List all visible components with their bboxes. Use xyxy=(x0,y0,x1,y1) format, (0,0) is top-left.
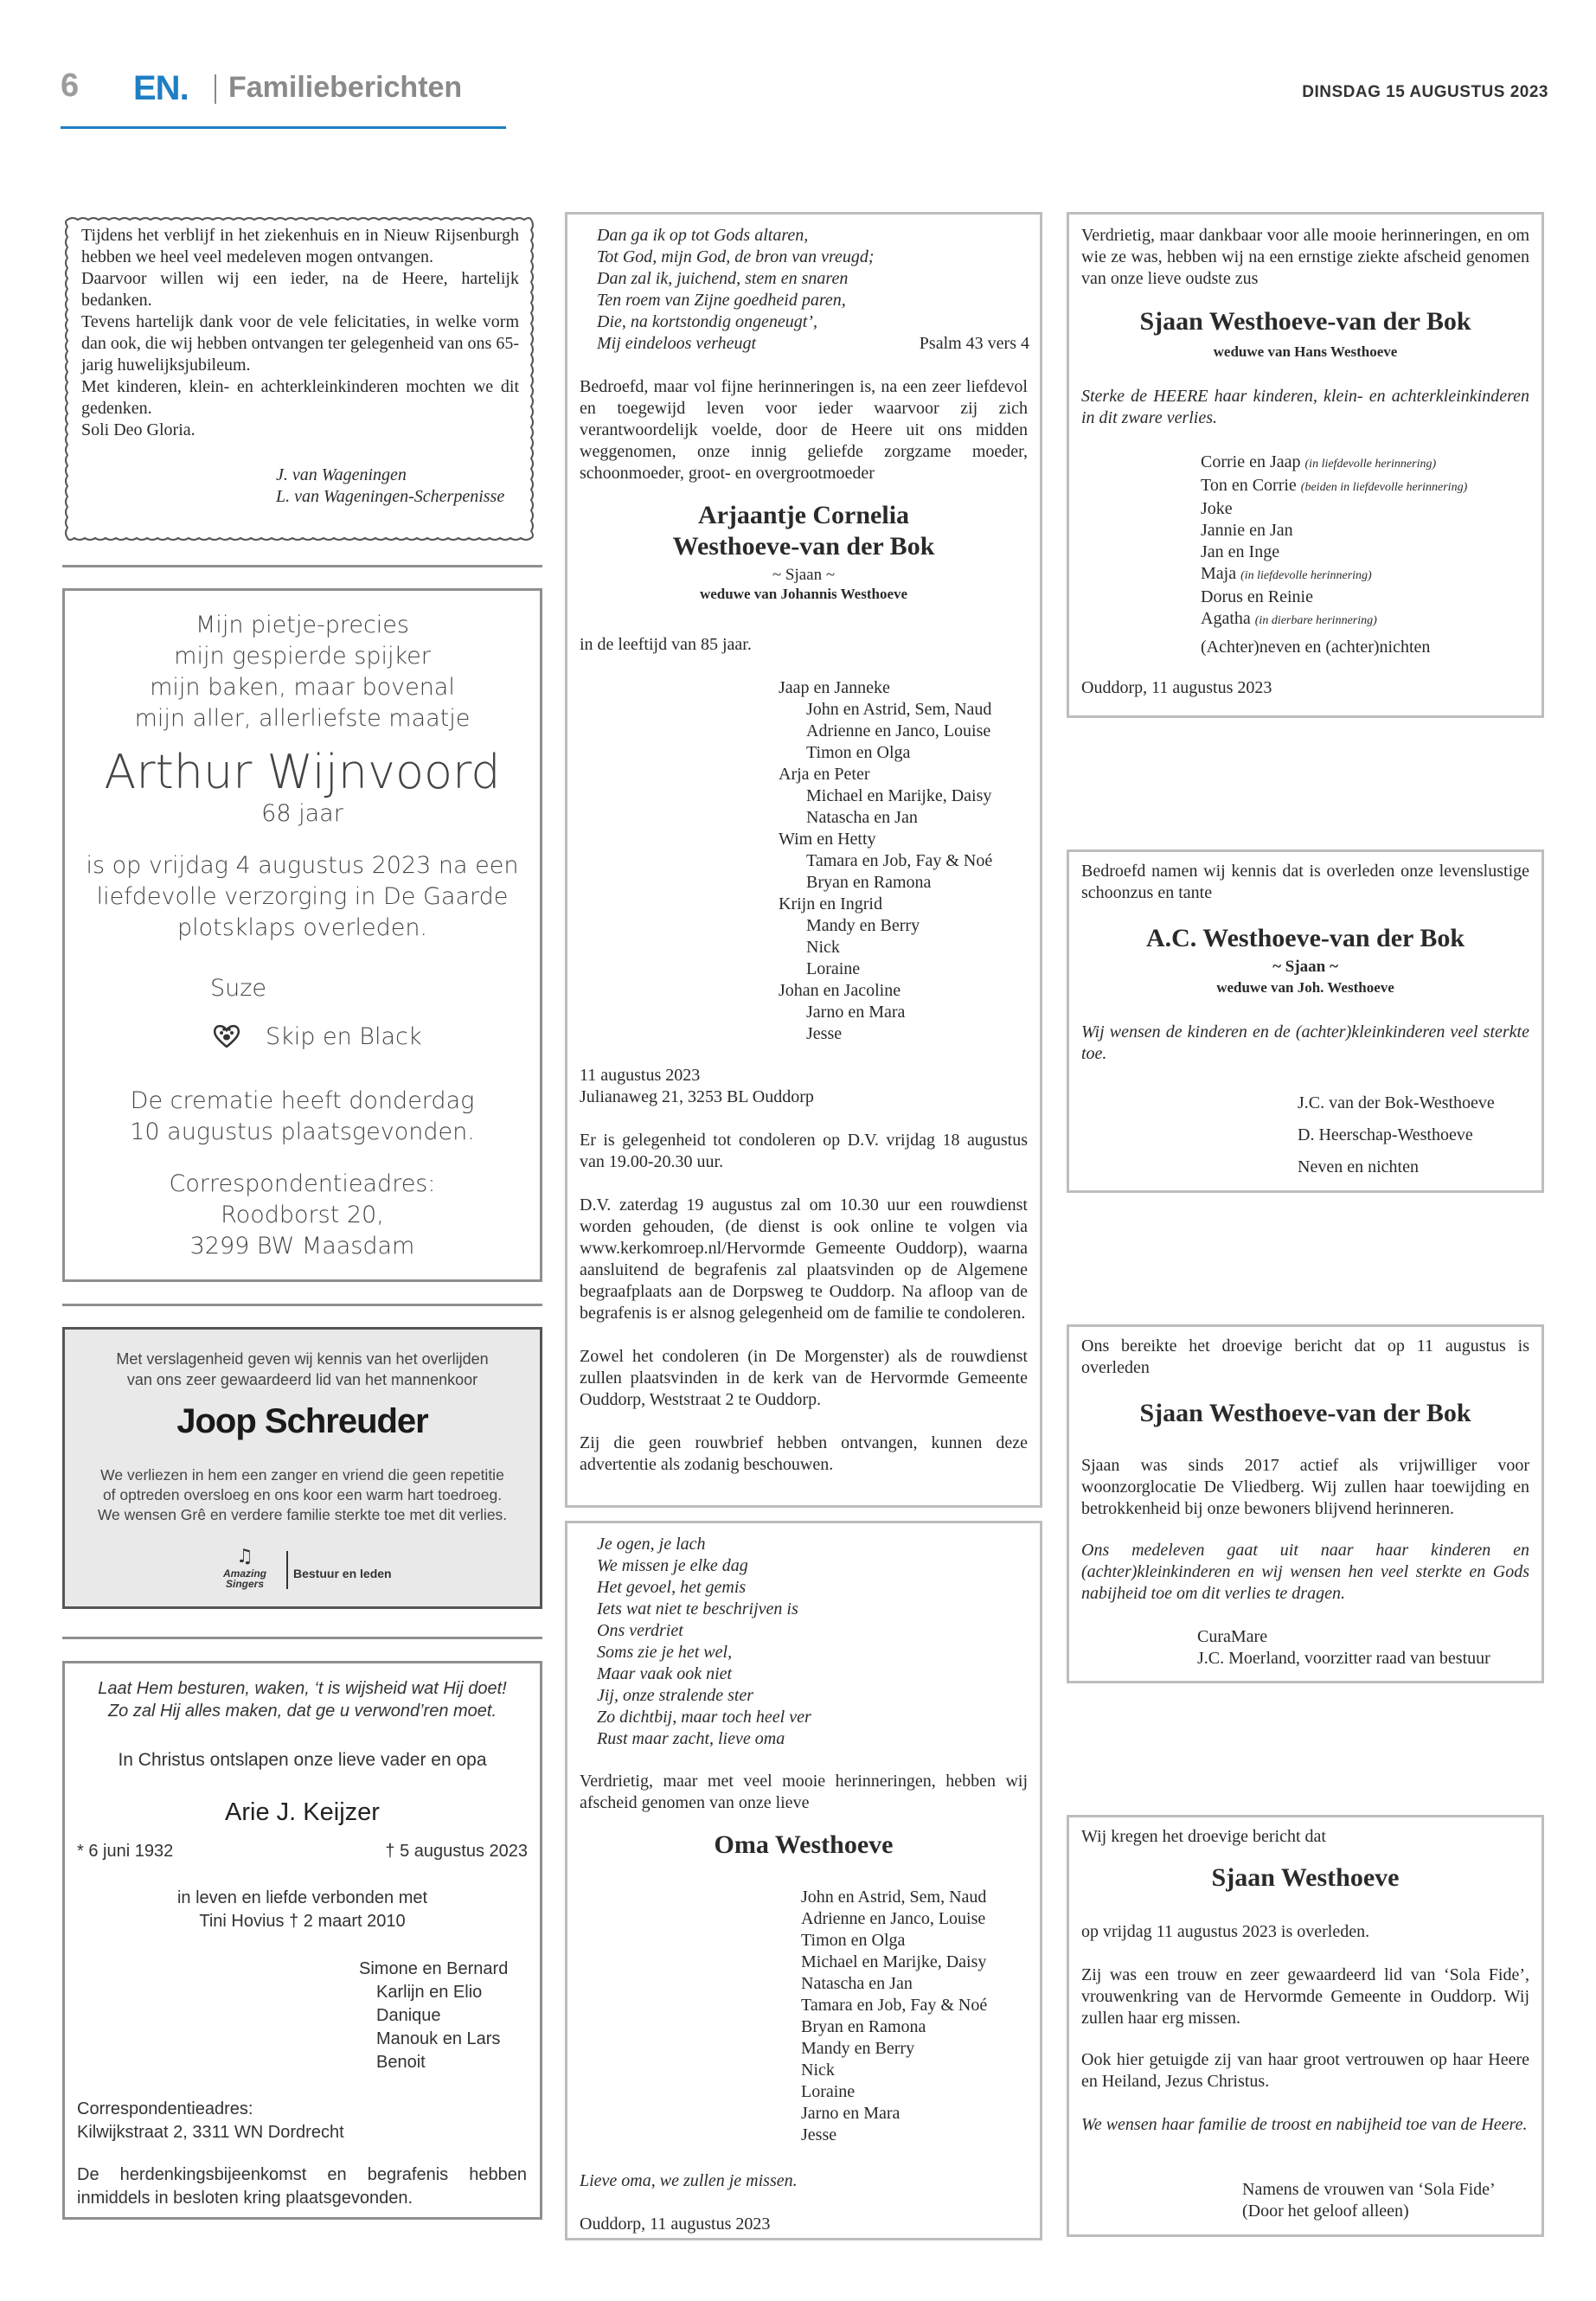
poem-line: Rust maar zacht, lieve oma xyxy=(597,1729,785,1748)
family-member: Mandy en Berry xyxy=(801,2039,915,2058)
arthur-ad xyxy=(62,588,542,1282)
deceased-name: A.C. Westhoeve-van der Bok xyxy=(1145,924,1465,952)
family-member: Mandy en Berry xyxy=(806,916,920,935)
thanks-line-5: Soli Deo Gloria. xyxy=(81,420,195,439)
date-line: op vrijdag 11 augustus 2023 is overleden. xyxy=(1081,1922,1370,1941)
intro-text: In Christus ontslapen onze lieve vader en opa xyxy=(118,1750,487,1770)
widow-of: weduwe van Johannis Westhoeve xyxy=(699,586,908,602)
family-member xyxy=(1201,452,1538,475)
family-member xyxy=(1201,475,1538,498)
condolence-text: Er is gelegenheid tot condoleren op D.V. vrijdag 18 augustus van 19.00-20.30 uur. xyxy=(580,1131,1028,1171)
oma-ad xyxy=(565,1521,1042,2240)
poem-line: Zo dichtbij, maar toch heel ver xyxy=(597,1708,811,1727)
signature: J.C. Moerland, voorzitter raad van bestuur xyxy=(1197,1649,1490,1668)
family-member xyxy=(1201,563,1538,586)
correspondence-label: Correspondentieadres: xyxy=(77,2099,253,2118)
deceased-age: 68 jaar xyxy=(261,800,343,827)
family-list xyxy=(779,677,1038,1045)
family-member: Jesse xyxy=(806,1024,843,1043)
widow-of: weduwe van Hans Westhoeve xyxy=(1213,343,1398,360)
family-note: (beiden in liefdevolle herinnering) xyxy=(1300,481,1468,494)
ac-westhoeve-ad xyxy=(1067,849,1544,1193)
family-name: Joke xyxy=(1201,499,1233,518)
poem-line: Iets wat niet te beschrijven is xyxy=(597,1599,798,1618)
header-divider xyxy=(215,74,216,104)
signature: Namens de vrouwen van ‘Sola Fide’ xyxy=(1242,2180,1496,2199)
psalm-reference: Psalm 43 vers 4 xyxy=(919,334,1029,353)
family-member: Jesse xyxy=(801,2125,837,2144)
intro-text: Verdrietig, maar dankbaar voor alle mooie herinneringen, en om wie ze was, hebben wij na een ernstige ziekte afscheid genomen van onze lieve oudste zus xyxy=(1081,226,1529,288)
correspondence-label: Correspondentieadres: xyxy=(169,1170,436,1197)
signature-subtitle: (Door het geloof alleen) xyxy=(1242,2202,1409,2221)
body-text-1: Zij was een trouw en zeer gewaardeerd lid van ‘Sola Fide’, vrouwenkring van de Hervormde Gemeente in Ouddorp. Wij zullen haar erg missen. xyxy=(1081,1965,1529,2028)
paw-icon xyxy=(210,1018,243,1052)
header-underline xyxy=(61,126,506,129)
family-head: Jaap en Janneke xyxy=(779,678,890,697)
poem-line: mijn gespierde spijker xyxy=(174,643,431,670)
intro-text: Wij kregen het droevige bericht dat xyxy=(1081,1827,1326,1846)
family-name: Dorus en Reinie xyxy=(1201,587,1313,606)
deceased-surname: Westhoeve-van der Bok xyxy=(672,532,935,561)
family-member-text: Adrienne en Janco, Louise xyxy=(806,721,991,740)
organisation-name: CuraMare xyxy=(1197,1627,1268,1646)
intro-text: Verdrietig, maar met veel mooie herinneringen, hebben wij afscheid genomen van onze lieve xyxy=(580,1772,1028,1812)
family-member: Jarno en Mara xyxy=(801,2104,901,2123)
choir-logo-text: Amazing Singers xyxy=(222,1567,266,1590)
correspondence-street: Roodborst 20, xyxy=(221,1202,384,1228)
family-member: Danique xyxy=(376,2006,441,2025)
family-name: Ton en Corrie xyxy=(1201,476,1297,495)
family-head: Arja en Peter xyxy=(779,765,870,784)
thanks-line-2: Daarvoor willen wij een ieder, na de Heere, hartelijk bedanken. xyxy=(81,269,519,310)
family-member: Natascha en Jan xyxy=(801,1974,913,1993)
divider-rule xyxy=(62,1637,542,1639)
wish-text: We wensen haar familie de troost en nabijheid toe van de Heere. xyxy=(1081,2115,1528,2134)
notice-date: 11 augustus 2023 xyxy=(580,1066,701,1085)
psalm-line: Mij eindeloos verheugt xyxy=(597,334,757,353)
arie-ad xyxy=(62,1661,542,2220)
cremation-line: 10 augustus plaatsgevonden. xyxy=(130,1118,475,1145)
family-member: Michael en Marijke, Daisy xyxy=(801,1952,987,1971)
family-member: Jarno en Mara xyxy=(806,1003,906,1022)
intro-text: Bedroefd, maar vol fijne herinneringen is, na een zeer liefdevol en toegewijd leven voor ieder waarvoor zij zich verantwoordelijk voelde, door de Heere uit ons midden weggenomen, onze innig geliefde zorgzame moeder, schoonmoeder, groot- en overgrootmoeder xyxy=(580,377,1028,483)
family-member xyxy=(779,699,1038,721)
body-line: We wensen Grê en verdere familie sterkte toe met dit verlies. xyxy=(97,1506,508,1523)
choir-logo xyxy=(210,1546,279,1598)
notice-line: is op vrijdag 4 augustus 2023 na een xyxy=(86,852,519,879)
birth-date: * 6 juni 1932 xyxy=(77,1842,174,1861)
place-date: Ouddorp, 11 augustus 2023 xyxy=(1081,678,1272,697)
sola-fide-ad xyxy=(1067,1815,1544,2237)
service-text: D.V. zaterdag 19 augustus zal om 10.30 uur een rouwdienst worden gehouden, (de dienst is ook online te volgen via www.kerkomroep.nl/Hervormde Gemeente Ouddorp), waarna aansluitend de begrafenis zal plaatsvinden op de Algemene begraafplaats aan de Dorpsweg te Ouddorp. Na afloop van de begrafenis is er alsnog gelegenheid om de familie te condoleren. xyxy=(580,1195,1028,1323)
psalm-line: Dan ga ik op tot Gods altaren, xyxy=(597,226,809,245)
family-member xyxy=(1201,520,1538,542)
arjaantje-ad xyxy=(565,212,1042,1508)
notice-line: liefdevolle verzorging in De Gaarde xyxy=(96,883,509,910)
wish-text: Ons medeleven gaat uit naar haar kinderen en (achter)kleinkinderen en wij wensen hen veel sterkte en Gods nabijheid toe om dit verlies te dragen. xyxy=(1081,1541,1529,1603)
thanks-line-4: Met kinderen, klein- en achterkleinkinderen mochten we dit gedenken. xyxy=(81,377,519,418)
page-header xyxy=(61,67,1548,128)
place-date: Ouddorp, 11 augustus 2023 xyxy=(580,2214,771,2234)
family-member: Loraine xyxy=(806,959,861,978)
intro-line: van ons zeer gewaardeerd lid van het mannenkoor xyxy=(126,1371,478,1388)
family-member-text: John en Astrid, Sem, Naud xyxy=(806,700,992,719)
poem-line: Soms zie je het wel, xyxy=(597,1643,733,1662)
issue-date: DINSDAG 15 AUGUSTUS 2023 xyxy=(1302,83,1548,101)
joop-ad xyxy=(62,1327,542,1609)
family-member: Michael en Marijke, Daisy xyxy=(806,786,992,805)
section-title: Familieberichten xyxy=(228,71,463,104)
family-member: Manouk en Lars xyxy=(376,2029,501,2048)
psalm-line: Tot God, mijn God, de bron van vreugd; xyxy=(597,247,875,266)
family-name: Agatha xyxy=(1201,609,1251,628)
notice-line: plotsklaps overleden. xyxy=(176,914,428,941)
divider-rule xyxy=(62,1304,542,1306)
thanks-line-3: Tevens hartelijk dank voor de vele felicitaties, in welke vorm dan ook, die wij hebben ontvangen ter gelegenheid van ons 65-jarig huwelijksjubileum. xyxy=(81,312,519,375)
thanks-ad xyxy=(62,215,536,543)
family-member: John en Astrid, Sem, Naud xyxy=(801,1888,987,1907)
sjaan-family-ad xyxy=(1067,212,1544,718)
wish-text: Wij wensen de kinderen en de (achter)kleinkinderen veel sterkte toe. xyxy=(1081,1022,1529,1063)
psalm-line: Die, na kortstondig ongeneugt’, xyxy=(597,312,817,331)
family-member: Tamara en Job, Fay & Noé xyxy=(806,851,993,870)
body-line: We verliezen in hem een zanger en vriend die geen repetitie xyxy=(100,1466,504,1484)
intro-line: Met verslagenheid geven wij kennis van het overlijden xyxy=(116,1350,489,1368)
verse-line: Laat Hem besturen, waken, ‘t is wijsheid wat Hij doet! xyxy=(98,1679,507,1698)
family-note: (in liefdevolle herinnering) xyxy=(1304,458,1437,471)
closing-text: De herdenkingsbijeenkomst en begrafenis hebben inmiddels in besloten kring plaatsgevonden. xyxy=(77,2165,527,2208)
signature-2: L. van Wageningen-Scherpenisse xyxy=(276,487,505,506)
intro-text: Ons bereikte het droevige bericht dat op 11 augustus is overleden xyxy=(1081,1336,1529,1377)
deceased-name: Arie J. Keijzer xyxy=(225,1798,380,1826)
death-date: † 5 augustus 2023 xyxy=(385,1842,528,1861)
family-head: Johan en Jacoline xyxy=(779,981,901,1000)
from-name: Suze xyxy=(210,975,267,1002)
wish-text: Sterke de HEERE haar kinderen, klein- en achterkleinkinderen in dit zware verlies. xyxy=(1081,387,1529,427)
signature-1: J. van Wageningen xyxy=(276,465,407,484)
thanks-line-1: Tijdens het verblijf in het ziekenhuis en in Nieuw Rijsenburgh hebben we heel veel medeleven mogen ontvangen. xyxy=(81,226,519,266)
deceased-name: Arthur Wijnvoord xyxy=(104,745,501,799)
family-note: (in dierbare herinnering) xyxy=(1254,614,1377,627)
verse-line: Zo zal Hij alles maken, dat ge u verwond’ren moet. xyxy=(107,1702,497,1721)
divider-rule xyxy=(62,565,542,567)
correspondence-address: Kilwijkstraat 2, 3311 WN Dordrecht xyxy=(77,2123,344,2142)
age-text: in de leeftijd van 85 jaar. xyxy=(580,635,752,654)
signature: D. Heerschap-Westhoeve xyxy=(1298,1125,1473,1144)
page-number: 6 xyxy=(61,67,80,104)
family-member: Loraine xyxy=(801,2082,856,2101)
family-head: Krijn en Ingrid xyxy=(779,894,882,913)
body-text-2: Ook hier getuigde zij van haar groot vertrouwen op haar Heere en Heiland, Jezus Christus. xyxy=(1081,2050,1529,2091)
choir-signature: Bestuur en leden xyxy=(293,1567,392,1580)
location-text: Zowel het condoleren (in De Morgenster) als de rouwdienst zullen plaatsvinden in de kerk van de Hervormde Gemeente Ouddorp, Weststraat 2 te Ouddorp. xyxy=(580,1347,1028,1409)
nickname: ~ Sjaan ~ xyxy=(1272,958,1338,976)
logo-divider xyxy=(286,1551,288,1589)
psalm-line: Dan zal ik, juichend, stem en snaren xyxy=(597,269,849,288)
nephews-nieces: (Achter)neven en (achter)nichten xyxy=(1201,638,1431,657)
family-member xyxy=(1201,586,1538,608)
family-member xyxy=(779,721,1038,742)
music-note-icon: ♫ xyxy=(236,1546,253,1567)
poem-line: mijn baken, maar bovenal xyxy=(150,674,455,701)
family-name: Jannie en Jan xyxy=(1201,521,1293,540)
note-text: Zij die geen rouwbrief hebben ontvangen, kunnen deze advertentie als zodanig beschouwen. xyxy=(580,1433,1028,1474)
widow-of: weduwe van Joh. Westhoeve xyxy=(1216,979,1394,996)
poem-line: mijn aller, allerliefste maatje xyxy=(134,705,471,732)
body-line: of optreden oversloeg en ons koor een warm hart toedroeg. xyxy=(102,1486,503,1503)
united-line: in leven en liefde verbonden met xyxy=(176,1888,428,1907)
family-member xyxy=(1201,542,1538,563)
family-member: Natascha en Jan xyxy=(806,808,918,827)
deceased-name: Sjaan Westhoeve xyxy=(1211,1863,1400,1892)
signature: Neven en nichten xyxy=(1298,1157,1419,1176)
family-member xyxy=(1201,608,1538,631)
family-member xyxy=(1201,498,1538,520)
poem-line: Het gevoel, het gemis xyxy=(597,1578,747,1597)
family-member: Tamara en Job, Fay & Noé xyxy=(801,1996,988,2015)
deceased-first-names: Arjaantje Cornelia xyxy=(697,501,910,529)
cremation-line: De crematie heeft donderdag xyxy=(130,1087,475,1114)
family-note: (in liefdevolle herinnering) xyxy=(1240,569,1372,582)
poem-line: Je ogen, je lach xyxy=(597,1535,706,1554)
family-member: Timon en Olga xyxy=(801,1931,906,1950)
deceased-name: Sjaan Westhoeve-van der Bok xyxy=(1139,1399,1471,1427)
body-text: Sjaan was sinds 2017 actief als vrijwilliger voor woonzorglocatie De Vliedberg. Wij zullen haar toewijding en betrokkenheid bij onze bewoners blijvend herinneren. xyxy=(1081,1456,1529,1518)
family-name: Corrie en Jaap xyxy=(1201,452,1301,471)
nickname: ~ Sjaan ~ xyxy=(772,566,836,584)
pets-names: Skip en Black xyxy=(266,1023,422,1050)
poem-line: We missen je elke dag xyxy=(597,1556,748,1575)
poem-line: Maar vaak ook niet xyxy=(597,1664,733,1683)
curamare-ad xyxy=(1067,1324,1544,1683)
family-head: Wim en Hetty xyxy=(779,830,876,849)
deceased-name: Oma Westhoeve xyxy=(714,1830,894,1859)
intro-text: Bedroefd namen wij kennis dat is overleden onze levenslustige schoonzus en tante xyxy=(1081,862,1529,902)
home-address: Julianaweg 21, 3253 BL Ouddorp xyxy=(580,1087,814,1106)
family-member: Benoit xyxy=(376,2053,426,2072)
family-member: Adrienne en Janco, Louise xyxy=(801,1909,986,1928)
family-name: Jan en Inge xyxy=(1201,542,1280,561)
united-line: Tini Hovius † 2 maart 2010 xyxy=(199,1912,406,1931)
family-member: Nick xyxy=(801,2061,835,2080)
family-member: Nick xyxy=(806,938,840,957)
poem-line: Jij, onze stralende ster xyxy=(597,1686,754,1705)
newspaper-logo: EN. xyxy=(133,69,189,107)
signature: J.C. van der Bok-Westhoeve xyxy=(1298,1093,1495,1112)
correspondence-city: 3299 BW Maasdam xyxy=(189,1233,415,1259)
poem-line: Ons verdriet xyxy=(597,1621,683,1640)
family-member: Bryan en Ramona xyxy=(806,873,932,892)
family-member: Karlijn en Elio xyxy=(376,1983,483,2002)
closing-text: Lieve oma, we zullen je missen. xyxy=(580,2171,798,2190)
family-member: Bryan en Ramona xyxy=(801,2017,926,2036)
family-member: Timon en Olga xyxy=(806,743,911,762)
poem-line: Mijn pietje-precies xyxy=(195,612,409,638)
family-head: Simone en Bernard xyxy=(359,1959,509,1978)
psalm-line: Ten roem van Zijne goedheid paren, xyxy=(597,291,846,310)
family-name: Maja xyxy=(1201,564,1237,583)
deceased-name: Sjaan Westhoeve-van der Bok xyxy=(1139,307,1471,336)
deceased-name: Joop Schreuder xyxy=(176,1402,428,1440)
